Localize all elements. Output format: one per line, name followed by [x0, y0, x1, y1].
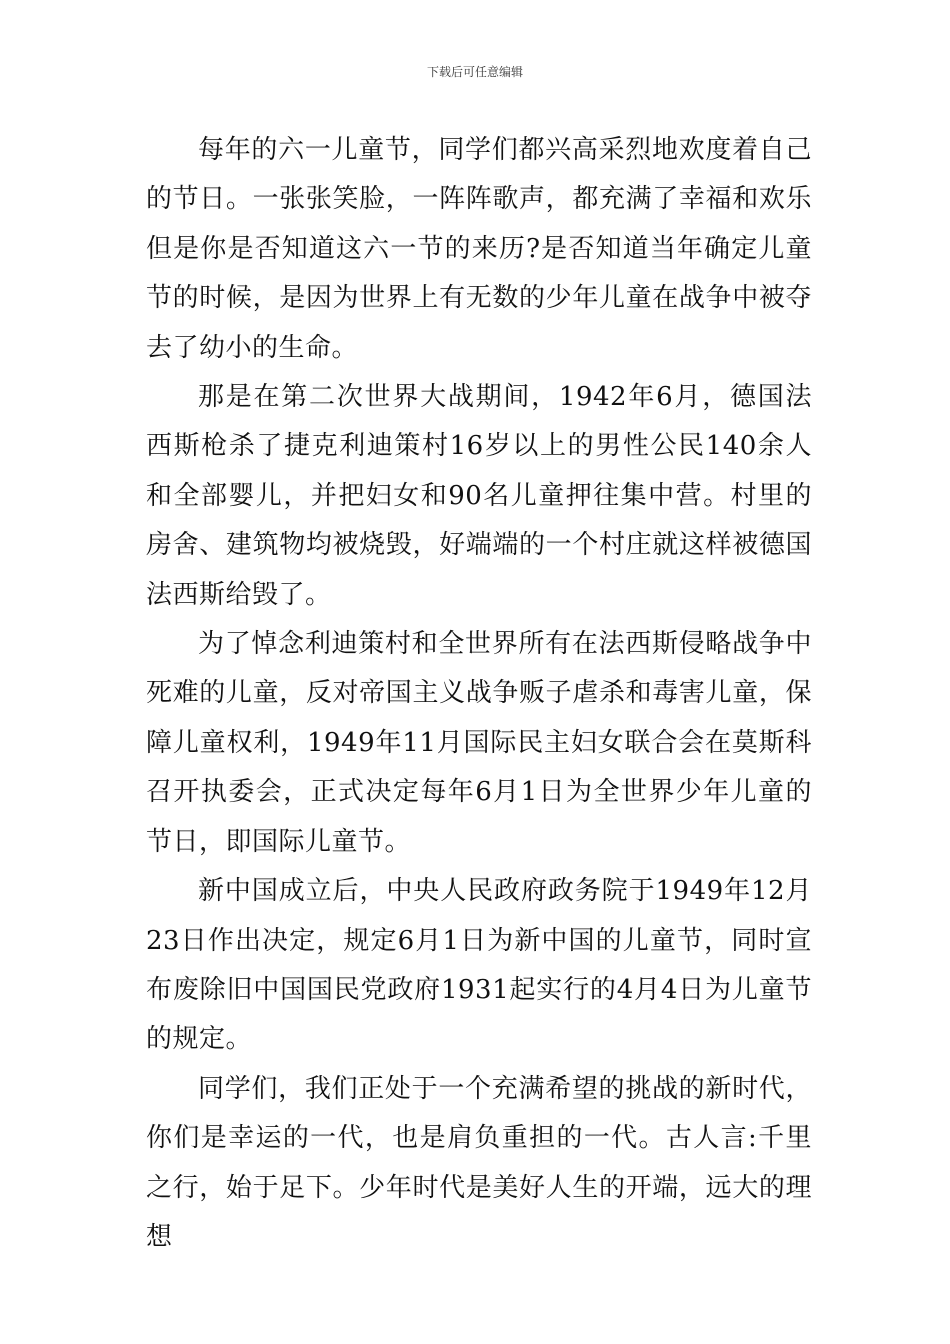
paragraph-3: 为了悼念利迪策村和全世界所有在法西斯侵略战争中死难的儿童，反对帝国主义战争贩子虐杀和毒害儿童，保障儿童权利，1949年11月国际民主妇女联合会在莫斯科召开执委会，正式决定每年6月1日为全世界少年儿童的节日，即国际儿童节。: [146, 629, 812, 857]
paragraph-1: 每年的六一儿童节，同学们都兴高采烈地欢度着自己的节日。一张张笑脸，一阵阵歌声，都充满了幸福和欢乐但是你是否知道这六一节的来历?是否知道当年确定儿童节的时候，是因为世界上有无数的少年儿童在战争中被夺去了幼小的生命。: [146, 135, 812, 363]
page-header-note: 下载后可任意编辑: [426, 65, 523, 79]
document-body: [146, 126, 812, 1262]
paragraph-2: 那是在第二次世界大战期间，1942年6月，德国法西斯枪杀了捷克利迪策村16岁以上的男性公民140余人和全部婴儿，并把妇女和90名儿童押往集中营。村里的房舍、建筑物均被烧毁，好端端的一个村庄就这样被德国法西斯给毁了。: [146, 382, 812, 610]
paragraph-5: 同学们，我们正处于一个充满希望的挑战的新时代，你们是幸运的一代，也是肩负重担的一代。古人言:千里之行，始于足下。少年时代是美好人生的开端，远大的理想: [146, 1073, 812, 1252]
paragraph-4: 新中国成立后，中央人民政府政务院于1949年12月23日作出决定，规定6月1日为新中国的儿童节，同时宣布废除旧中国国民党政府1931起实行的4月4日为儿童节的规定。: [146, 876, 812, 1055]
